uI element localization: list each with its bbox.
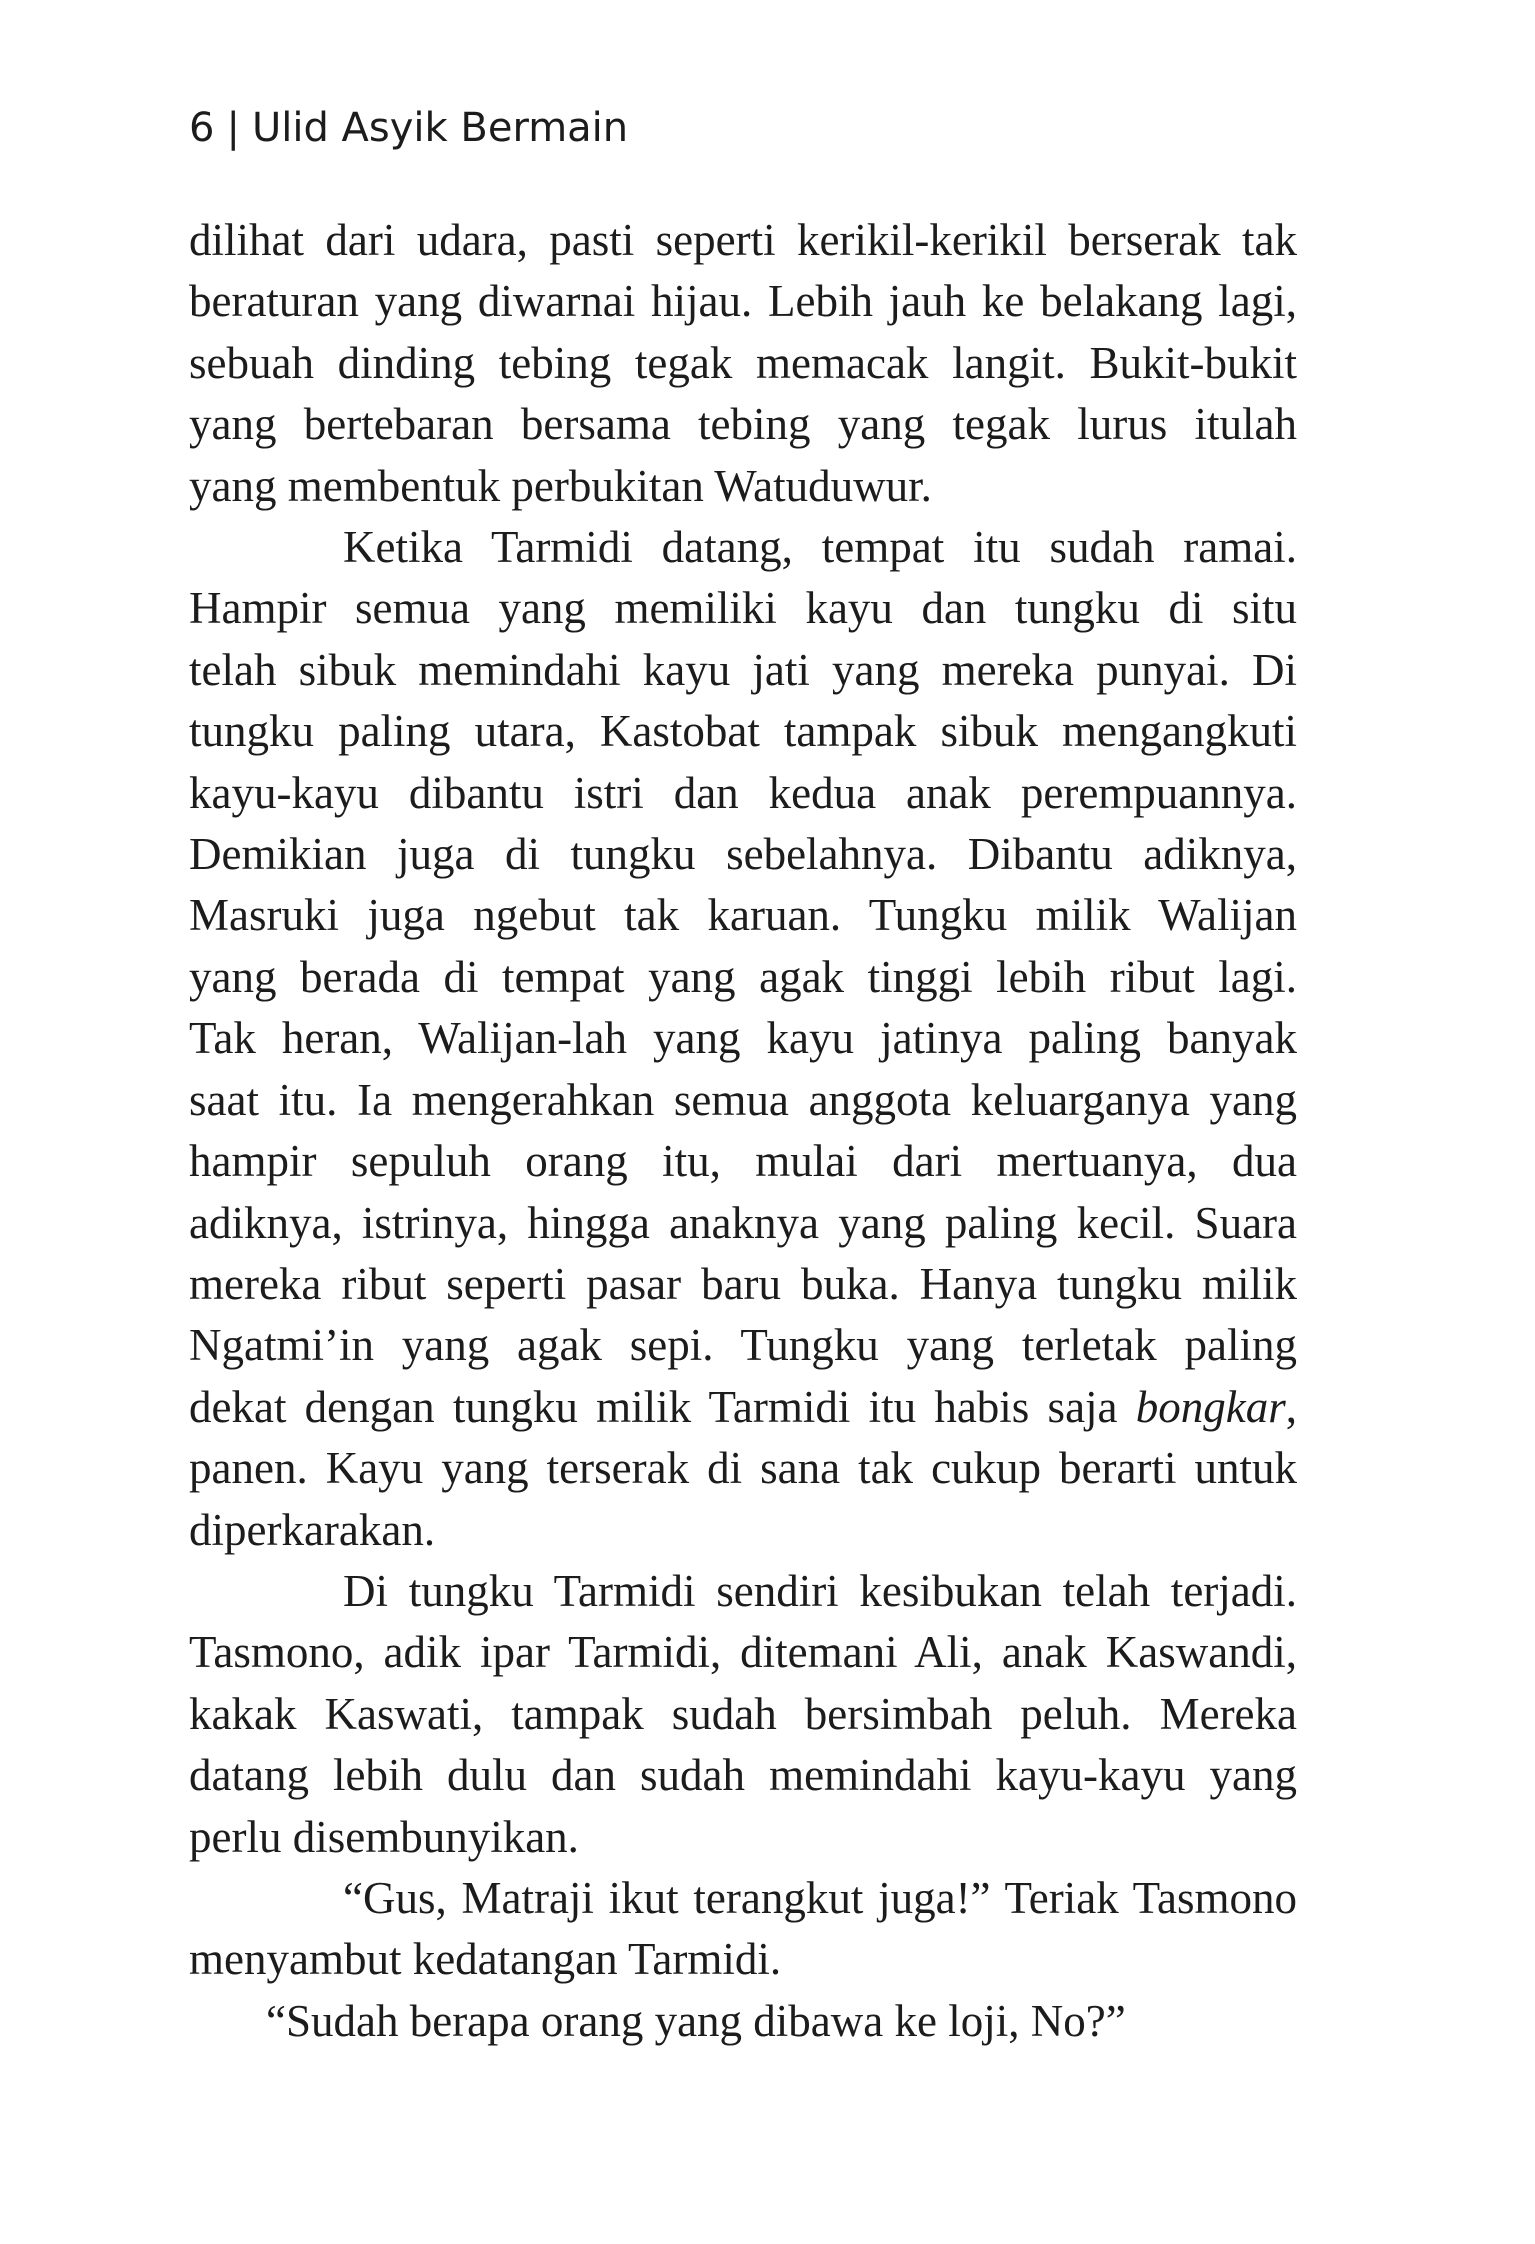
text-line: kayu-kayu dibantu istri dan kedua anak perempuannya. [189,767,1297,818]
text-line: sebuah dinding tebing tegak memacak langit. Bukit-bukit [189,337,1297,388]
text-segment: dekat dengan tungku milik Tarmidi itu habis saja [189,1381,1136,1432]
text-line: menyambut kedatangan Tarmidi. [189,1934,782,1985]
text-line-with-italic [189,1377,1297,1438]
book-title: Ulid Asyik Bermain [251,105,629,151]
text-line: saat itu. Ia mengerahkan semua anggota keluarganya yang [189,1074,1297,1125]
text-line: tungku paling utara, Kastobat tampak sibuk mengangkuti [189,706,1297,757]
paragraph-1 [189,210,1297,517]
text-line: Tak heran, Walijan-lah yang kayu jatinya paling banyak [189,1013,1297,1064]
text-line: Di tungku Tarmidi sendiri kesibukan telah terjadi. [343,1565,1297,1616]
italic-term: bongkar [1135,1381,1286,1432]
text-line: yang membentuk perbukitan Watuduwur. [189,460,932,511]
text-line: adiknya, istrinya, hingga anaknya yang paling kecil. Suara [189,1197,1297,1248]
text-line: panen. Kayu yang terserak di sana tak cukup berarti untuk [189,1443,1297,1494]
text-line: “Gus, Matraji ikut terangkut juga!” Teriak Tasmono [343,1872,1297,1923]
text-line: Demikian juga di tungku sebelahnya. Dibantu adiknya, [189,829,1297,880]
paragraph-5 [189,1991,1297,2052]
text-line: kakak Kaswati, tampak sudah bersimbah peluh. Mereka [189,1688,1297,1739]
text-line: dilihat dari udara, pasti seperti kerikil-kerikil berserak tak [189,215,1297,265]
text-line: Tasmono, adik ipar Tarmidi, ditemani Ali, anak Kaswandi, [189,1627,1297,1678]
paragraph-3 [189,1561,1297,1868]
text-line: Ngatmi’in yang agak sepi. Tungku yang terletak paling [189,1320,1297,1371]
running-head [189,100,628,156]
paragraph-4 [189,1868,1297,1991]
text-line: datang lebih dulu dan sudah memindahi kayu-kayu yang [189,1750,1297,1801]
text-line: Masruki juga ngebut tak karuan. Tungku milik Walijan [189,890,1297,941]
page-number: 6 [189,105,215,151]
text-line: yang bertebaran bersama tebing yang tegak lurus itulah [189,399,1297,450]
text-line: yang berada di tempat yang agak tinggi lebih ribut lagi. [189,951,1297,1002]
text-line: hampir sepuluh orang itu, mulai dari mertuanya, dua [189,1136,1297,1187]
text-line: Hampir semua yang memiliki kayu dan tungku di situ [189,583,1297,634]
text-line: beraturan yang diwarnai hijau. Lebih jauh ke belakang lagi, [189,276,1297,327]
text-line: perlu disembunyikan. [189,1811,579,1862]
body-text [189,210,1297,2052]
text-segment: , [1285,1381,1297,1432]
text-line: telah sibuk memindahi kayu jati yang mereka punyai. Di [189,644,1297,695]
paragraph-2 [189,517,1297,1561]
text-line: diperkarakan. [189,1504,436,1555]
text-line: Ketika Tarmidi datang, tempat itu sudah ramai. [343,522,1297,573]
text-line: mereka ribut seperti pasar baru buka. Hanya tungku milik [189,1258,1297,1309]
text-line: “Sudah berapa orang yang dibawa ke loji, No?” [266,1995,1126,2046]
header-separator: | [226,105,240,151]
